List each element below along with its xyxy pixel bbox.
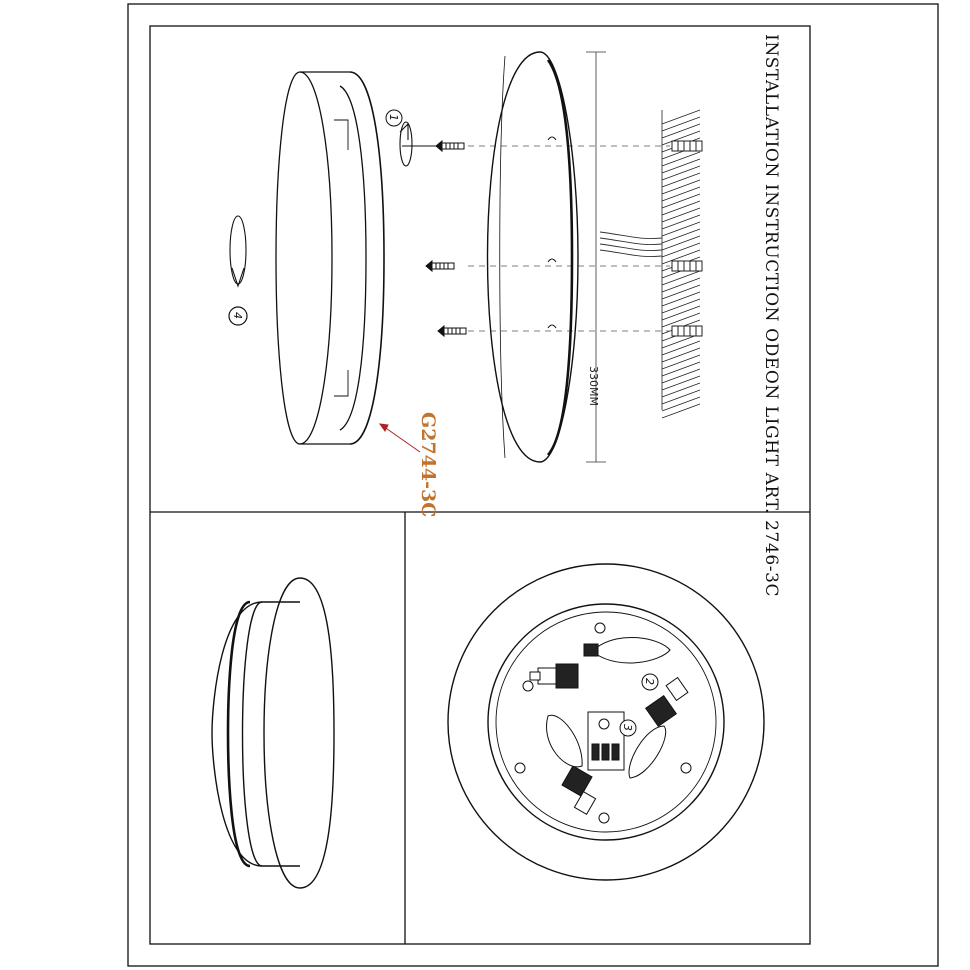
wall-hatch-line	[662, 152, 700, 166]
wall-hatch-line	[662, 117, 700, 131]
wall-hatch-line	[662, 376, 700, 390]
part-code-label: G2744-3C	[417, 412, 439, 518]
step-3-marker	[620, 720, 636, 736]
wall-hatch-line	[662, 362, 700, 376]
wall-hatch-line	[662, 341, 700, 355]
wall-hatch-line	[662, 124, 700, 138]
wall-hatch-line	[662, 306, 700, 320]
bulb-socket-1	[530, 664, 578, 688]
mounting-screws	[426, 141, 466, 336]
bulb-socket-3	[562, 766, 596, 814]
step-2-marker	[642, 674, 658, 690]
step-4-marker	[229, 307, 247, 325]
wall-hatch-line	[662, 278, 700, 292]
wall-hatch-line	[662, 173, 700, 187]
wall-hatch-line	[662, 194, 700, 208]
wall-hatch-line	[662, 166, 700, 180]
wall-hatch-line	[662, 292, 700, 306]
wall-hatch-line	[662, 404, 700, 418]
step-1-marker	[386, 110, 402, 126]
assembled-fixture	[212, 578, 334, 888]
wall-hatch-line	[662, 229, 700, 243]
wall-hatch-line	[662, 236, 700, 250]
wall-hatch-line	[662, 390, 700, 404]
page-frame	[128, 4, 938, 966]
svg-text:3: 3	[621, 724, 634, 731]
wall-hatch-line	[662, 215, 700, 229]
base-plate	[488, 52, 579, 462]
wall-hatch-line	[662, 383, 700, 397]
turn-shade-icon	[230, 216, 246, 286]
wall-hatch-line	[662, 313, 700, 327]
diameter-label: 330MM	[587, 366, 600, 406]
terminal-block	[588, 712, 624, 770]
wall-hatch-line	[662, 271, 700, 285]
mains-wires	[600, 232, 662, 257]
wall-hatch-line	[662, 299, 700, 313]
svg-text:4: 4	[231, 312, 244, 319]
wall-hatch-line	[662, 159, 700, 173]
wall-hatch-line	[662, 110, 700, 124]
part-code-arrow	[380, 424, 420, 452]
wall-hatch-line	[662, 348, 700, 362]
wall-hatch-line	[662, 397, 700, 411]
wall-hatch-line	[662, 180, 700, 194]
wall-hatch-line	[662, 285, 700, 299]
document-title: INSTALLATION INSTRUCTION ODEON LIGHT ART. 2746-3C	[761, 34, 781, 598]
wall-hatch-line	[662, 369, 700, 383]
rotate-arrow-icon	[400, 122, 440, 166]
wall-hatch-line	[662, 201, 700, 215]
wall-hatch-line	[662, 355, 700, 369]
svg-text:2: 2	[643, 678, 656, 685]
svg-text:1: 1	[387, 114, 400, 121]
wall-hatch-line	[662, 208, 700, 222]
diffuser-shade	[276, 72, 384, 444]
wall-hatch-line	[662, 243, 700, 257]
wall-hatch-line	[662, 222, 700, 236]
wall-hatch-line	[662, 187, 700, 201]
